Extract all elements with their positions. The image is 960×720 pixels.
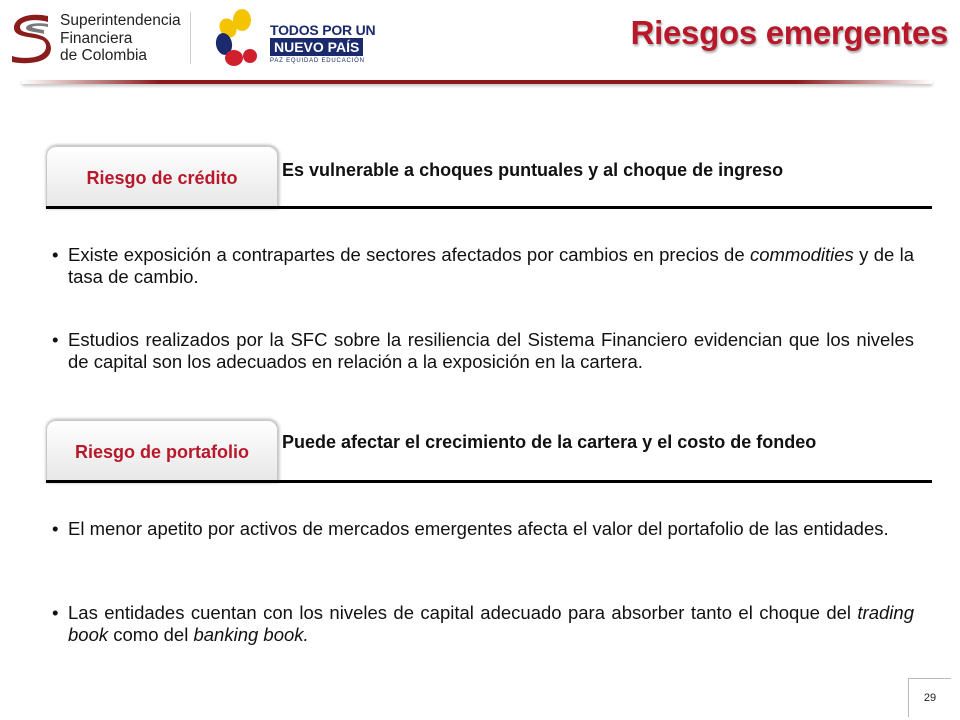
gov-logo-line1: TODOS POR UN (270, 22, 376, 38)
bullet-item (50, 329, 914, 373)
bullet-glyph: • (52, 244, 59, 265)
gov-logo (212, 8, 382, 70)
section-rule (46, 206, 932, 209)
bullet-item (50, 602, 914, 646)
header-rule (22, 80, 932, 84)
sfc-logo-line2: Financiera (60, 29, 133, 47)
bullet-text: y de la tasa de cambio. (68, 244, 914, 287)
logo-divider (190, 12, 191, 64)
sfc-logo (8, 8, 188, 70)
page-title: Riesgos emergentes (630, 14, 948, 51)
bullet-text: Existe exposición a contrapartes de sectores afectados por cambios en precios de (68, 244, 750, 265)
sfc-logo-line1: Superintendencia (60, 12, 181, 29)
gov-flower-icon (212, 8, 266, 70)
sfc-emblem-icon (8, 10, 52, 64)
bullet-glyph: • (52, 518, 59, 539)
section-description: Puede afectar el crecimiento de la cartera y el costo de fondeo (282, 432, 817, 452)
section-description: Es vulnerable a choques puntuales y al choque de ingreso (282, 160, 784, 180)
bullet-text-italic: banking book. (193, 624, 309, 645)
bullet-glyph: • (52, 329, 59, 350)
sfc-logo-line3: de Colombia (60, 47, 148, 64)
bullet-glyph: • (52, 602, 59, 623)
bullet-text: Estudios realizados por la SFC sobre la resiliencia del Sistema Financiero evidencian que los niveles de capital son los adecuados en relación a la exposición en la cartera. (68, 329, 914, 372)
tab-riesgo-de-portafolio: Riesgo de portafolio (46, 420, 278, 483)
tab-riesgo-de-credito: Riesgo de crédito (46, 146, 278, 209)
bullet-text-italic: commodities (749, 244, 854, 265)
bullet-item (50, 518, 914, 540)
gov-logo-line3: PAZ EQUIDAD EDUCACIÓN (270, 58, 365, 64)
section-rule (46, 480, 932, 483)
bullet-text: Las entidades cuentan con los niveles de capital adecuado para absorber tanto el choque del (68, 602, 858, 623)
bullet-item (50, 244, 914, 288)
bullet-text-italic: trading book (68, 602, 914, 645)
page-number: 29 (908, 678, 951, 717)
bullet-text: como del (108, 624, 194, 645)
gov-logo-line2: NUEVO PAÍS (270, 38, 363, 56)
bullet-text: El menor apetito por activos de mercados emergentes afecta el valor del portafolio de las entidades. (68, 518, 889, 539)
